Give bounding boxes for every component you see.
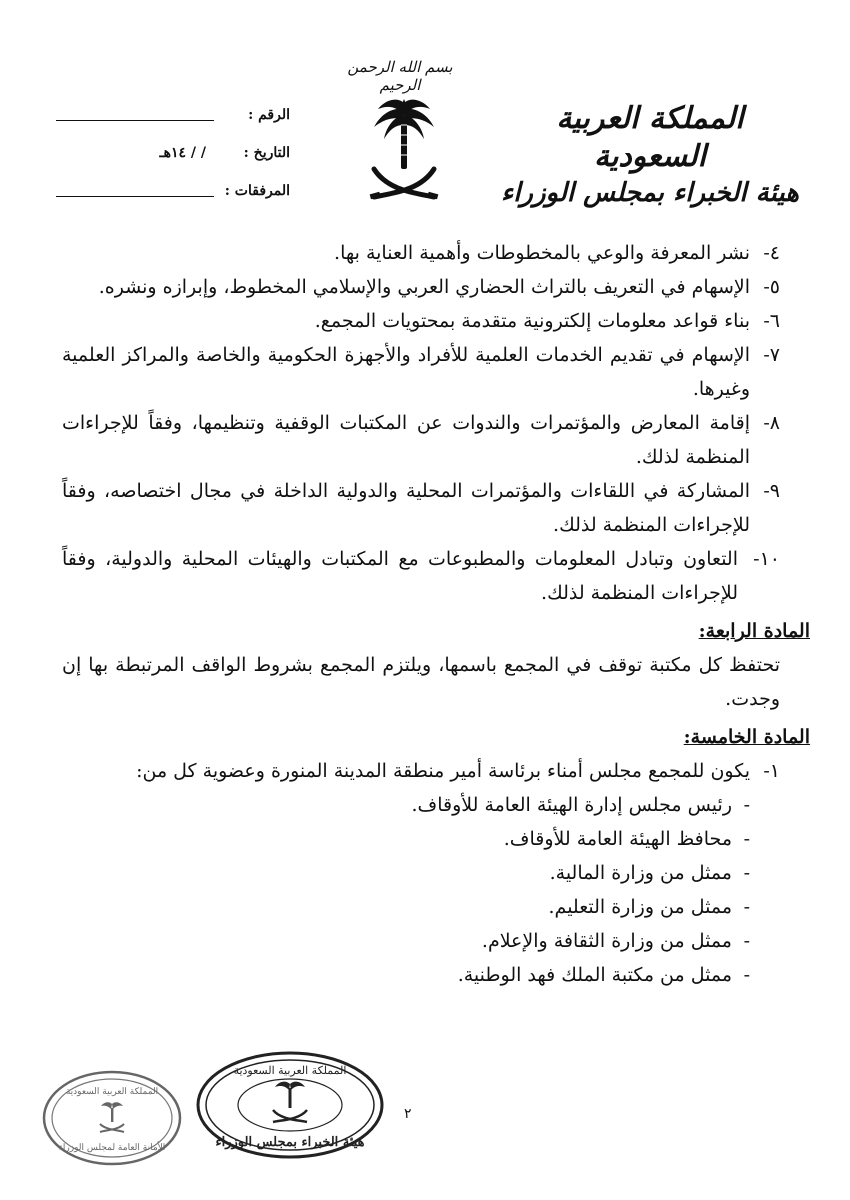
article-4-text: تحتفظ كل مكتبة توقف في المجمع باسمها، ويلتزم المجمع بشروط الواقف المرتبطة بها إن وجدت. bbox=[62, 654, 780, 710]
item-text: إقامة المعارض والمؤتمرات والندوات عن المكتبات الوقفية وتنظيمها، وفقاً للإجراءات المنظمة لذلك. bbox=[62, 412, 750, 468]
item-text: نشر المعرفة والوعي بالمخطوطات وأهمية العناية بها. bbox=[334, 242, 750, 264]
item-number: ١- bbox=[763, 760, 780, 782]
seal-text: المملكة العربية السعودية bbox=[233, 1064, 347, 1077]
item-text: يكون للمجمع مجلس أمناء برئاسة أمير منطقة المدينة المنورة وعضوية كل من: bbox=[136, 760, 750, 782]
date-label: التاريخ : bbox=[243, 145, 290, 161]
member-item bbox=[62, 788, 780, 822]
member-item bbox=[62, 822, 780, 856]
org-line-experts: هيئة الخبراء بمجلس الوزراء bbox=[500, 178, 799, 208]
document-body bbox=[62, 236, 810, 992]
item-number: ٦- bbox=[763, 310, 780, 332]
basmala: بسم الله الرحمن الرحيم bbox=[347, 58, 453, 94]
dash-icon: - bbox=[743, 794, 750, 816]
member-item bbox=[62, 924, 780, 958]
attachments-blank-line bbox=[56, 186, 214, 197]
dash-icon: - bbox=[743, 964, 750, 986]
seal-text: المملكة العربية السعودية bbox=[65, 1087, 159, 1097]
seal-text: هيئة الخبراء بمجلس الوزراء bbox=[215, 1135, 365, 1150]
article-5-title: المادة الخامسة: bbox=[683, 726, 810, 748]
org-line-kingdom: المملكة العربية السعودية bbox=[556, 101, 744, 174]
dash-icon: - bbox=[743, 930, 750, 952]
ref-row bbox=[50, 96, 290, 134]
item-number: ٥- bbox=[763, 276, 780, 298]
dash-icon: - bbox=[743, 862, 750, 884]
list-item bbox=[62, 542, 780, 610]
list-item bbox=[62, 474, 780, 542]
item-text: التعاون وتبادل المعلومات والمطبوعات مع المكتبات والهيئات المحلية والدولية، وفقاً للإجراءات المنظمة لذلك. bbox=[62, 548, 738, 604]
official-seal-icon bbox=[195, 1050, 385, 1160]
date-row bbox=[50, 134, 290, 172]
member-text: ممثل من وزارة الثقافة والإعلام. bbox=[481, 930, 732, 952]
list-item bbox=[62, 406, 780, 474]
attachments-row bbox=[50, 172, 290, 210]
member-text: ممثل من وزارة المالية. bbox=[549, 862, 732, 884]
member-text: ممثل من مكتبة الملك فهد الوطنية. bbox=[457, 964, 732, 986]
item-number: ٧- bbox=[763, 344, 780, 366]
item-text: بناء قواعد معلومات إلكترونية متقدمة بمحتويات المجمع. bbox=[314, 310, 750, 332]
official-seal-icon bbox=[40, 1068, 185, 1168]
organization-name bbox=[500, 100, 800, 210]
dash-icon: - bbox=[743, 828, 750, 850]
article-4-title: المادة الرابعة: bbox=[698, 620, 810, 642]
member-item bbox=[62, 890, 780, 924]
list-item bbox=[62, 270, 780, 304]
document-meta bbox=[50, 96, 290, 210]
member-text: رئيس مجلس إدارة الهيئة العامة للأوقاف. bbox=[411, 794, 732, 816]
member-text: ممثل من وزارة التعليم. bbox=[548, 896, 732, 918]
list-item bbox=[62, 304, 780, 338]
member-text: محافظ الهيئة العامة للأوقاف. bbox=[503, 828, 732, 850]
attachments-label: المرفقات : bbox=[224, 183, 290, 199]
list-item bbox=[62, 236, 780, 270]
seal-text: الأمانة العامة لمجلس الوزراء bbox=[58, 1143, 166, 1153]
item-number: ٨- bbox=[763, 412, 780, 434]
item-text: الإسهام في تقديم الخدمات العلمية للأفراد والأجهزة الحكومية والخاصة والمراكز العلمية وغيرها. bbox=[62, 344, 750, 400]
member-item bbox=[62, 856, 780, 890]
item-number: ٩- bbox=[763, 480, 780, 502]
date-value: / / ١٤هـ bbox=[159, 145, 206, 161]
item-text: الإسهام في التعريف بالتراث الحضاري العربي والإسلامي المخطوط، وإبرازه ونشره. bbox=[98, 276, 750, 298]
item-number: ١٠- bbox=[753, 548, 780, 570]
page-number: ٢ bbox=[404, 1106, 412, 1122]
member-item bbox=[62, 958, 780, 992]
ref-label: الرقم : bbox=[248, 107, 290, 123]
item-number: ٤- bbox=[763, 242, 780, 264]
palm-swords-emblem-icon bbox=[368, 95, 440, 215]
item-text: المشاركة في اللقاءات والمؤتمرات المحلية والدولية الداخلة في مجال اختصاصه، وفقاً للإجراءات المنظمة لذلك. bbox=[62, 480, 750, 536]
list-item bbox=[62, 338, 780, 406]
article-5-intro bbox=[62, 754, 780, 788]
dash-icon: - bbox=[743, 896, 750, 918]
ref-blank-line bbox=[56, 110, 214, 121]
